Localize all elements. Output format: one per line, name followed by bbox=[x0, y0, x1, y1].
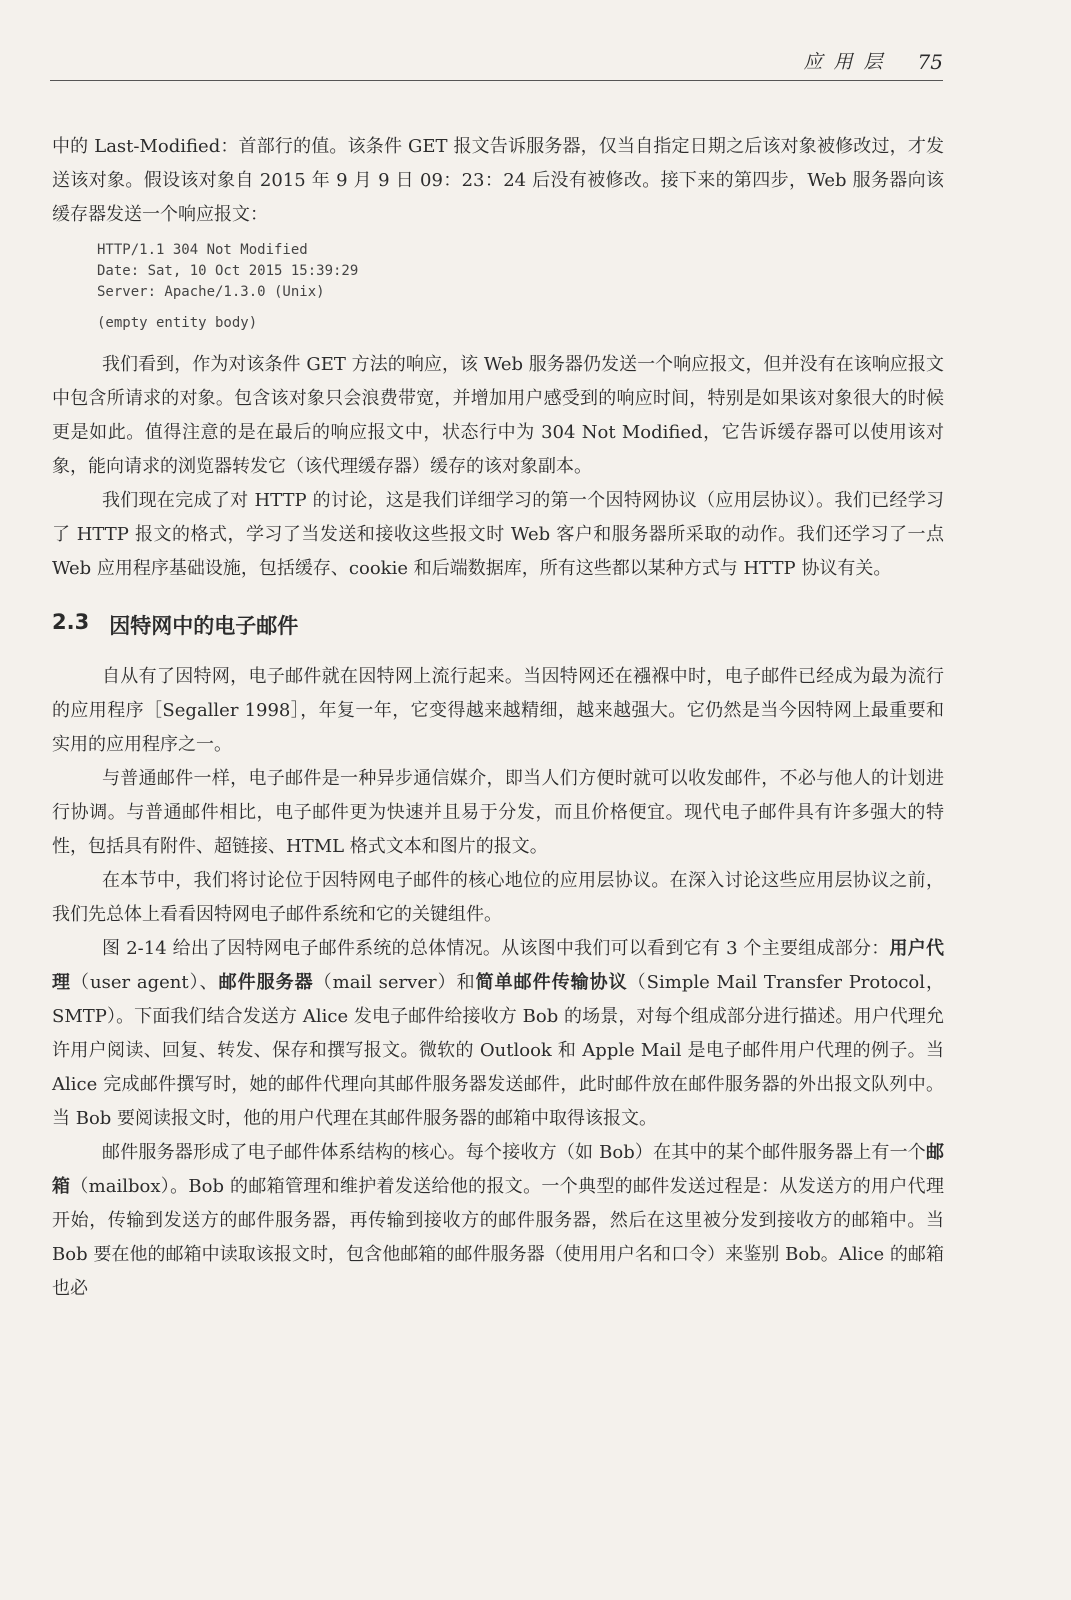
code-line: HTTP/1.1 304 Not Modified bbox=[97, 242, 308, 258]
term-mailbox: 邮箱 bbox=[52, 1142, 944, 1197]
text-run: （mail server）和 bbox=[313, 972, 476, 993]
section-number: 2.3 bbox=[52, 610, 90, 634]
term-user-agent: 用户代理 bbox=[52, 938, 944, 993]
paragraph: 我们现在完成了对 HTTP 的讨论，这是我们详细学习的第一个因特网协议（应用层协议）。我们已经学习了 HTTP 报文的格式，学习了当发送和接收这些报文时 Web 客户和服务器所采取的动作。我们还学习了一点 Web 应用程序基础设施，包括缓存、cookie 和后端数据库，所有这些都以某种方式与 HTTP 协议有关。 bbox=[52, 490, 944, 579]
text-run: 图 2-14 给出了因特网电子邮件系统的总体情况。从该图中我们可以看到它有 3 个主要组成部分： bbox=[102, 938, 890, 959]
section-title: 因特网中的电子邮件 bbox=[109, 614, 299, 638]
term-mail-server: 邮件服务器 bbox=[218, 972, 314, 993]
code-line: Server: Apache/1.3.0 (Unix) bbox=[97, 284, 325, 300]
code-line: Date: Sat, 10 Oct 2015 15:39:29 bbox=[97, 263, 359, 279]
paragraph bbox=[52, 1136, 944, 1306]
text-run: （mailbox）。Bob 的邮箱管理和维护着发送给他的报文。一个典型的邮件发送过程是：从发送方的用户代理开始，传输到发送方的邮件服务器，再传输到接收方的邮件服务器，然后在这里被分发到接收方的邮箱中。当 Bob 要在他的邮箱中读取该报文时，包含他邮箱的邮件服务器（使用用户名和口令）来鉴别 Bob。Alice 的邮箱也必 bbox=[52, 1176, 945, 1299]
paragraph: 我们看到，作为对该条件 GET 方法的响应，该 Web 服务器仍发送一个响应报文，但并没有在该响应报文中包含所请求的对象。包含该对象只会浪费带宽，并增加用户感受到的响应时间，特别是如果该对象很大的时候更是如此。值得注意的是在最后的响应报文中，状态行中为 304 Not Modified，它告诉缓存器可以使用该对象，能向请求的浏览器转发它（该代理缓存器）缓存的该对象副本。 bbox=[52, 354, 944, 477]
text-run: （Simple Mail Transfer Protocol，SMTP）。下面我们结合发送方 Alice 发电子邮件给接收方 Bob 的场景，对每个组成部分进行描述。用户代理允许用户阅读、回复、转发、保存和撰写报文。微软的 Outlook 和 Apple Mail 是电子邮件用户代理的例子。当 Alice 完成邮件撰写时，她的邮件代理向其邮件服务器发送邮件，此时邮件放在邮件服务器的外出报文队列中。当 Bob 要阅读报文时，他的用户代理在其邮件服务器的邮箱中取得该报文。 bbox=[52, 972, 945, 1129]
paragraph: 中的 Last-Modified：首部行的值。该条件 GET 报文告诉服务器，仅当自指定日期之后该对象被修改过，才发送该对象。假设该对象自 2015 年 9 月 9 日 09：23：24 后没有被修改。接下来的第四步，Web 服务器向该缓存器发送一个响应报文： bbox=[52, 136, 945, 225]
text-run: （user agent）、 bbox=[71, 972, 219, 993]
section-heading bbox=[52, 610, 944, 640]
paragraph: 自从有了因特网，电子邮件就在因特网上流行起来。当因特网还在襁褓中时，电子邮件已经成为最为流行的应用程序［Segaller 1998］，年复一年，它变得越来越精细，越来越强大。它仍然是当今因特网上最重要和实用的应用程序之一。 bbox=[52, 666, 944, 755]
chapter-title: 应用层 bbox=[803, 51, 894, 73]
page-body bbox=[52, 130, 944, 1306]
page-number: 75 bbox=[917, 50, 943, 74]
paragraph: 与普通邮件一样，电子邮件是一种异步通信媒介，即当人们方便时就可以收发邮件，不必与他人的计划进行协调。与普通邮件相比，电子邮件更为快速并且易于分发，而且价格便宜。现代电子邮件具有许多强大的特性，包括具有附件、超链接、HTML 格式文本和图片的报文。 bbox=[52, 768, 944, 857]
running-header bbox=[50, 48, 943, 81]
code-block bbox=[97, 240, 944, 334]
paragraph: 在本节中，我们将讨论位于因特网电子邮件的核心地位的应用层协议。在深入讨论这些应用层协议之前，我们先总体上看看因特网电子邮件系统和它的关键组件。 bbox=[52, 870, 944, 925]
paragraph bbox=[52, 932, 944, 1136]
text-run: 邮件服务器形成了电子邮件体系结构的核心。每个接收方（如 Bob）在其中的某个邮件服务器上有一个 bbox=[102, 1142, 926, 1163]
term-smtp: 简单邮件传输协议 bbox=[475, 972, 628, 993]
code-line: (empty entity body) bbox=[97, 315, 258, 331]
